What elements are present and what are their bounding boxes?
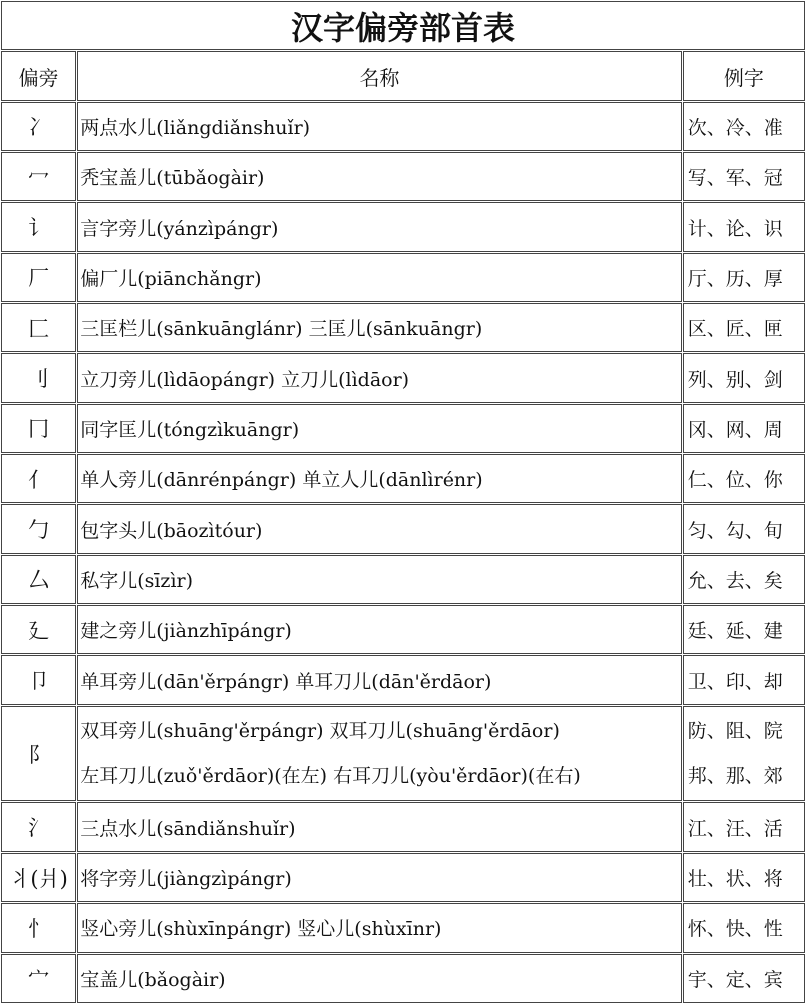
examples-line: 防、阻、院 xyxy=(687,719,783,742)
name-cell: 三点水儿(sāndiǎnshuǐr) xyxy=(77,802,682,851)
radical-cell: 冖 xyxy=(1,152,76,201)
name-cell xyxy=(77,706,682,802)
page-title: 汉字偏旁部首表 xyxy=(1,1,805,50)
name-cell: 三匡栏儿(sānkuānglánr) 三匡儿(sānkuāngr) xyxy=(77,303,682,352)
examples-cell: 宇、定、宾 xyxy=(683,954,805,1003)
examples-cell: 列、别、剑 xyxy=(683,353,805,402)
examples-cell xyxy=(683,706,805,802)
header-name: 名称 xyxy=(77,51,682,100)
radical-cell: 氵 xyxy=(1,802,76,851)
examples-line: 邦、那、郊 xyxy=(687,764,783,787)
examples-cell: 仁、位、你 xyxy=(683,454,805,503)
radical-cell: 冂 xyxy=(1,404,76,453)
examples-cell: 怀、快、性 xyxy=(683,903,805,952)
name-cell: 建之旁儿(jiànzhīpángr) xyxy=(77,605,682,654)
examples-cell: 写、军、冠 xyxy=(683,152,805,201)
name-line: 左耳刀儿(zuǒ'ěrdāor)(在左) 右耳刀儿(yòu'ěrdāor)(在右) xyxy=(80,764,581,787)
table-row xyxy=(1,202,805,251)
radical-cell: 卩 xyxy=(1,655,76,704)
header-radical: 偏旁 xyxy=(1,51,76,100)
table-row xyxy=(1,404,805,453)
table-row xyxy=(1,454,805,503)
table-row xyxy=(1,655,805,704)
name-cell: 竖心旁儿(shùxīnpángr) 竖心儿(shùxīnr) xyxy=(77,903,682,952)
header-row xyxy=(1,51,805,100)
name-cell: 言字旁儿(yánzìpángr) xyxy=(77,202,682,251)
radical-cell: 匚 xyxy=(1,303,76,352)
radical-cell: 亻 xyxy=(1,454,76,503)
table-row xyxy=(1,303,805,352)
examples-cell: 卫、印、却 xyxy=(683,655,805,704)
examples-cell: 厅、历、厚 xyxy=(683,253,805,302)
radical-cell: 阝 xyxy=(1,706,76,802)
name-cell: 将字旁儿(jiàngzìpángr) xyxy=(77,853,682,902)
table-row xyxy=(1,802,805,851)
name-cell: 私字儿(sīzìr) xyxy=(77,555,682,604)
examples-cell: 廷、延、建 xyxy=(683,605,805,654)
table-row xyxy=(1,353,805,402)
table-row xyxy=(1,605,805,654)
radical-cell: 廴 xyxy=(1,605,76,654)
examples-cell: 计、论、识 xyxy=(683,202,805,251)
radical-cell: 厂 xyxy=(1,253,76,302)
table-row xyxy=(1,102,805,151)
radical-cell: 刂 xyxy=(1,353,76,402)
name-cell: 宝盖儿(bǎogàir) xyxy=(77,954,682,1003)
name-cell: 偏厂儿(piānchǎngr) xyxy=(77,253,682,302)
examples-cell: 冈、网、周 xyxy=(683,404,805,453)
name-cell: 单人旁儿(dānrénpángr) 单立人儿(dānlìrénr) xyxy=(77,454,682,503)
name-cell: 同字匡儿(tóngzìkuāngr) xyxy=(77,404,682,453)
name-cell: 两点水儿(liǎngdiǎnshuǐr) xyxy=(77,102,682,151)
table-body xyxy=(1,1,805,1003)
name-cell: 立刀旁儿(lìdāopángr) 立刀儿(lìdāor) xyxy=(77,353,682,402)
table-row xyxy=(1,555,805,604)
name-cell: 包字头儿(bāozìtóur) xyxy=(77,504,682,553)
examples-cell: 匀、勾、旬 xyxy=(683,504,805,553)
table-row xyxy=(1,253,805,302)
examples-cell: 区、匠、匣 xyxy=(683,303,805,352)
table-row xyxy=(1,504,805,553)
radical-cell: 厶 xyxy=(1,555,76,604)
examples-cell: 次、冷、准 xyxy=(683,102,805,151)
radical-cell: 丬(爿) xyxy=(1,853,76,902)
radical-cell: 勹 xyxy=(1,504,76,553)
radical-cell: 讠 xyxy=(1,202,76,251)
radical-cell: 冫 xyxy=(1,102,76,151)
examples-cell: 江、汪、活 xyxy=(683,802,805,851)
name-line: 双耳旁儿(shuāng'ěrpángr) 双耳刀儿(shuāng'ěrdāor) xyxy=(80,719,560,742)
radical-cell: 忄 xyxy=(1,903,76,952)
examples-cell: 允、去、矣 xyxy=(683,555,805,604)
name-cell: 单耳旁儿(dān'ěrpángr) 单耳刀儿(dān'ěrdāor) xyxy=(77,655,682,704)
table-row xyxy=(1,853,805,902)
title-row xyxy=(1,1,805,50)
name-cell: 秃宝盖儿(tūbǎogàir) xyxy=(77,152,682,201)
table-row xyxy=(1,954,805,1003)
examples-cell: 壮、状、将 xyxy=(683,853,805,902)
table-row xyxy=(1,706,805,802)
table-row xyxy=(1,903,805,952)
table-row xyxy=(1,152,805,201)
radical-cell: 宀 xyxy=(1,954,76,1003)
header-examples: 例字 xyxy=(683,51,805,100)
